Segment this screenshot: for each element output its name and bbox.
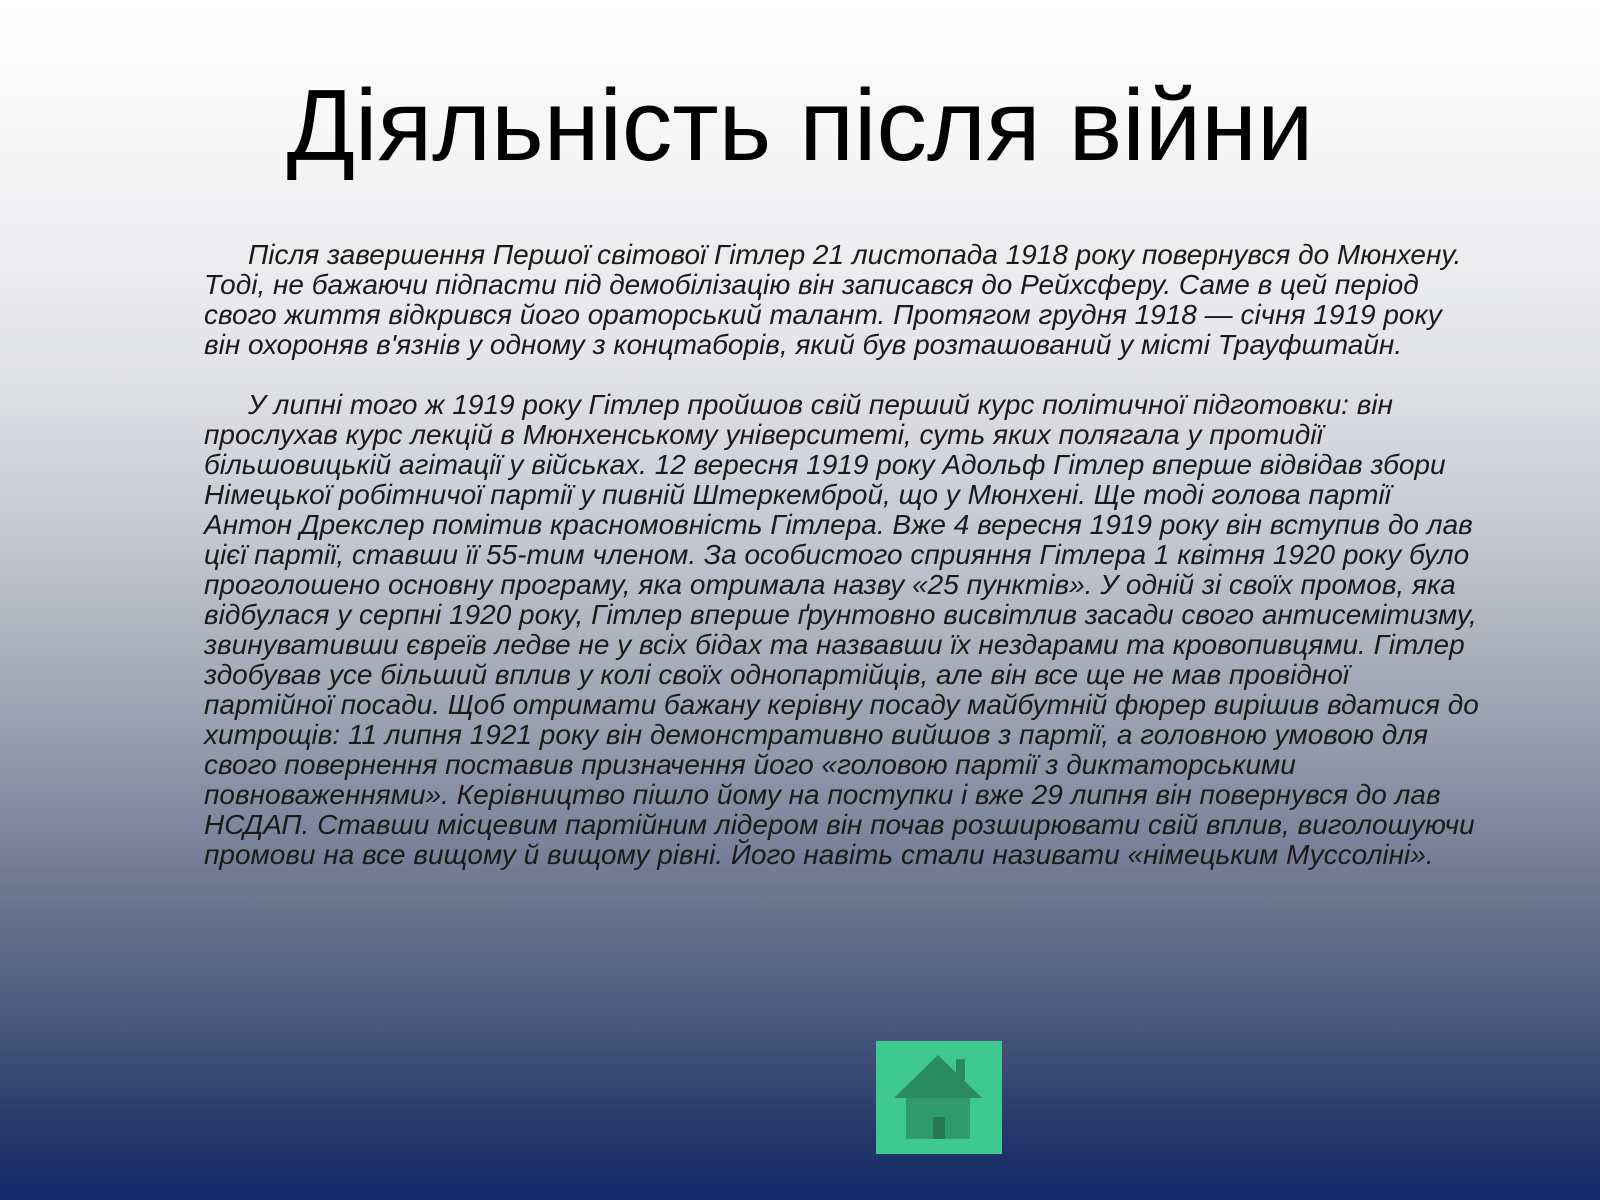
paragraph-1: Після завершення Першої світової Гітлер 21 листопада 1918 року повернувся до Мюнхену. Тоді, не бажаючи підпасти під демобілізацію він записався до Рейхсферу. Саме в цей період свого життя відкрився його ораторський талант. Протягом грудня 1918 — січня 1919 року він охороняв в'язнів у одному з концтаборів, який був розташований у місті Трауфштайн. xyxy=(204,239,1462,360)
slide-title: Діяльність після війни xyxy=(286,70,1314,182)
paragraph-2: У липні того ж 1919 року Гітлер пройшов свій перший курс політичної підготовки: він прослухав курс лекцій в Мюнхенському університеті, суть яких полягала у протидії більшовицькій агітації у військах. 12 вересня 1919 року Адольф Гітлер вперше відвідав збори Німецької робітничої партії у пивній Штеркемброй, що у Мюнхені. Ще тоді голова партії Антон Дрекслер помітив красномовність Гітлера. Вже 4 вересня 1919 року він вступив до лав цієї партії, ставши її 55-тим членом. За особистого сприяння Гітлера 1 квітня 1920 року було проголошено основну програму, яка отримала назву «25 пунктів». У одній зі своїх промов, яка відбулася у серпні 1920 року, Гітлер вперше ґрунтовно висвітлив засади свого антисемітизму, звинувативши євреїв ледве не у всіх бідах та назвавши їх нездарами та кровопивцями. Гітлер здобував усе більший вплив у колі своїх однопартійців, але він все ще не мав провідної партійної посади. Щоб отримати бажану керівну посаду майбутній фюрер вирішив вдатися до хитрощів: 11 липня 1921 року він демонстративно вийшов з партії, а головною умовою для свого повернення поставив призначення його «головою партії з диктаторськими повноваженнями». Керівництво пішло йому на поступки і вже 29 липня він повернувся до лав НСДАП. Ставши місцевим партійним лідером він почав розширювати свій вплив, виголошуючи промови на все вищому й вищому рівні. Його навіть стали називати «німецьким Муссоліні». xyxy=(204,389,1479,870)
home-button[interactable] xyxy=(876,1041,1002,1154)
slide-body xyxy=(204,240,1484,900)
house-icon xyxy=(876,1041,1002,1154)
